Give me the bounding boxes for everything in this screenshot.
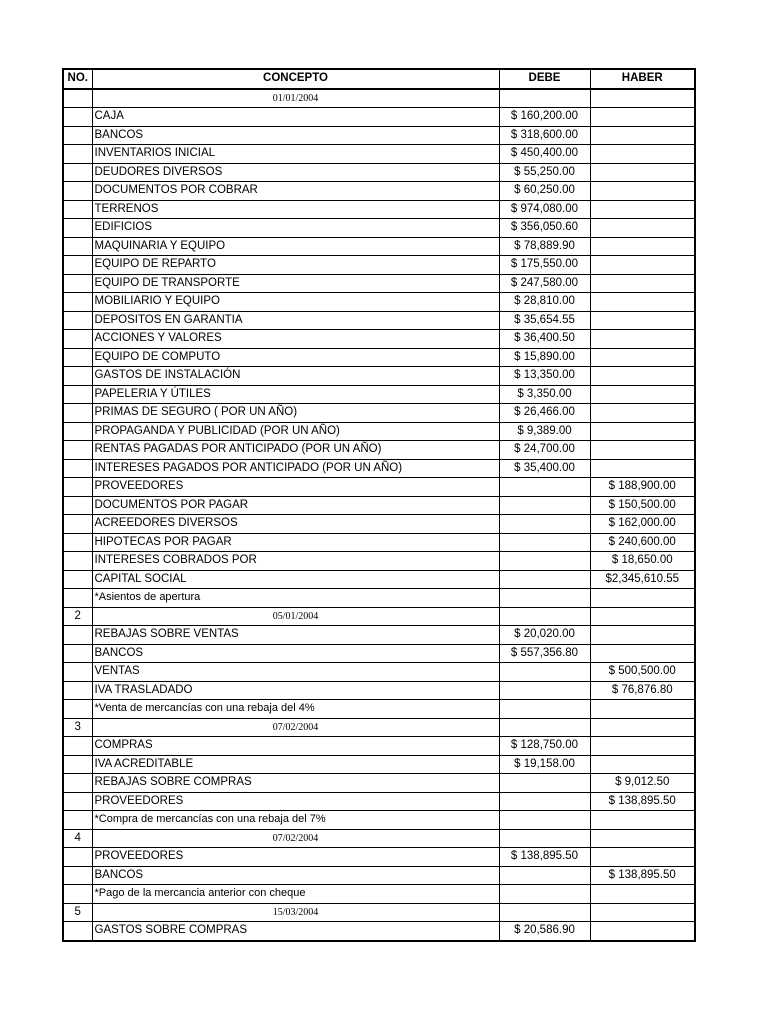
entry-number bbox=[63, 311, 92, 330]
table-row bbox=[63, 293, 695, 312]
concept-cell: PROVEEDORES bbox=[92, 792, 499, 811]
concept-cell: REBAJAS SOBRE VENTAS bbox=[92, 626, 499, 645]
haber-cell bbox=[590, 163, 695, 182]
table-row bbox=[63, 515, 695, 534]
table-row bbox=[63, 145, 695, 164]
note-row bbox=[63, 885, 695, 904]
debe-cell: $ 15,890.00 bbox=[499, 348, 590, 367]
concept-cell: BANCOS bbox=[92, 126, 499, 145]
entry-number bbox=[63, 496, 92, 515]
concept-cell: DEUDORES DIVERSOS bbox=[92, 163, 499, 182]
table-row bbox=[63, 737, 695, 756]
haber-cell: $ 240,600.00 bbox=[590, 533, 695, 552]
haber-cell bbox=[590, 607, 695, 626]
concept-cell: EQUIPO DE TRANSPORTE bbox=[92, 274, 499, 293]
debe-cell bbox=[499, 478, 590, 497]
entry-number bbox=[63, 293, 92, 312]
concept-cell: *Venta de mercancías con una rebaja del 4% bbox=[92, 700, 499, 719]
entry-number bbox=[63, 478, 92, 497]
concept-cell: PROPAGANDA Y PUBLICIDAD (POR UN AÑO) bbox=[92, 422, 499, 441]
haber-cell bbox=[590, 256, 695, 275]
entry-number bbox=[63, 126, 92, 145]
haber-cell bbox=[590, 626, 695, 645]
concept-cell: VENTAS bbox=[92, 663, 499, 682]
entry-number bbox=[63, 237, 92, 256]
header-row bbox=[63, 69, 695, 89]
entry-number bbox=[63, 182, 92, 201]
table-row bbox=[63, 348, 695, 367]
debe-cell: $ 128,750.00 bbox=[499, 737, 590, 756]
haber-cell: $ 138,895.50 bbox=[590, 866, 695, 885]
entry-date: 05/01/2004 bbox=[92, 607, 499, 626]
table-row bbox=[63, 441, 695, 460]
debe-cell: $ 9,389.00 bbox=[499, 422, 590, 441]
concept-cell: GASTOS SOBRE COMPRAS bbox=[92, 922, 499, 941]
table-row bbox=[63, 478, 695, 497]
haber-cell bbox=[590, 237, 695, 256]
concept-cell: DEPOSITOS EN GARANTIA bbox=[92, 311, 499, 330]
debe-cell: $ 36,400.50 bbox=[499, 330, 590, 349]
debe-cell bbox=[499, 570, 590, 589]
debe-cell bbox=[499, 903, 590, 922]
haber-cell bbox=[590, 459, 695, 478]
concept-cell: PRIMAS DE SEGURO ( POR UN AÑO) bbox=[92, 404, 499, 423]
concept-cell: TERRENOS bbox=[92, 200, 499, 219]
haber-cell bbox=[590, 404, 695, 423]
haber-cell bbox=[590, 200, 695, 219]
debe-cell bbox=[499, 496, 590, 515]
table-row bbox=[63, 237, 695, 256]
concept-cell: CAPITAL SOCIAL bbox=[92, 570, 499, 589]
table-row bbox=[63, 663, 695, 682]
haber-cell bbox=[590, 700, 695, 719]
header-no: NO. bbox=[63, 69, 92, 89]
entry-number bbox=[63, 515, 92, 534]
entry-number bbox=[63, 811, 92, 830]
header-concepto: CONCEPTO bbox=[92, 69, 499, 89]
table-row bbox=[63, 422, 695, 441]
entry-number bbox=[63, 644, 92, 663]
haber-cell bbox=[590, 274, 695, 293]
debe-cell bbox=[499, 589, 590, 608]
debe-cell: $ 247,580.00 bbox=[499, 274, 590, 293]
haber-cell: $ 18,650.00 bbox=[590, 552, 695, 571]
table-row bbox=[63, 644, 695, 663]
haber-cell: $ 162,000.00 bbox=[590, 515, 695, 534]
note-row bbox=[63, 811, 695, 830]
entry-number bbox=[63, 367, 92, 386]
entry-number bbox=[63, 552, 92, 571]
haber-cell bbox=[590, 145, 695, 164]
debe-cell bbox=[499, 700, 590, 719]
concept-cell: PROVEEDORES bbox=[92, 848, 499, 867]
entry-number bbox=[63, 163, 92, 182]
table-row bbox=[63, 533, 695, 552]
table-row bbox=[63, 367, 695, 386]
debe-cell: $ 974,080.00 bbox=[499, 200, 590, 219]
debe-cell bbox=[499, 515, 590, 534]
entry-number bbox=[63, 792, 92, 811]
haber-cell bbox=[590, 885, 695, 904]
debe-cell bbox=[499, 866, 590, 885]
concept-cell: REBAJAS SOBRE COMPRAS bbox=[92, 774, 499, 793]
debe-cell: $ 160,200.00 bbox=[499, 108, 590, 127]
concept-cell: COMPRAS bbox=[92, 737, 499, 756]
haber-cell bbox=[590, 848, 695, 867]
table-row bbox=[63, 552, 695, 571]
entry-date-row bbox=[63, 607, 695, 626]
header-debe: DEBE bbox=[499, 69, 590, 89]
table-row bbox=[63, 108, 695, 127]
haber-cell bbox=[590, 644, 695, 663]
debe-cell: $ 35,654.55 bbox=[499, 311, 590, 330]
debe-cell bbox=[499, 533, 590, 552]
entry-number: 2 bbox=[63, 607, 92, 626]
haber-cell: $ 9,012.50 bbox=[590, 774, 695, 793]
debe-cell: $ 20,586.90 bbox=[499, 922, 590, 941]
table-row bbox=[63, 200, 695, 219]
haber-cell: $ 500,500.00 bbox=[590, 663, 695, 682]
haber-cell bbox=[590, 718, 695, 737]
entry-number bbox=[63, 274, 92, 293]
entry-number bbox=[63, 885, 92, 904]
concept-cell: MOBILIARIO Y EQUIPO bbox=[92, 293, 499, 312]
concept-cell: PAPELERIA Y ÚTILES bbox=[92, 385, 499, 404]
entry-number bbox=[63, 589, 92, 608]
debe-cell bbox=[499, 552, 590, 571]
haber-cell bbox=[590, 293, 695, 312]
debe-cell: $ 356,050.60 bbox=[499, 219, 590, 238]
concept-cell: *Compra de mercancías con una rebaja del 7% bbox=[92, 811, 499, 830]
concept-cell: INTERESES COBRADOS POR bbox=[92, 552, 499, 571]
haber-cell bbox=[590, 330, 695, 349]
table-row bbox=[63, 681, 695, 700]
entry-number bbox=[63, 755, 92, 774]
entry-number bbox=[63, 330, 92, 349]
table-row bbox=[63, 330, 695, 349]
debe-cell: $ 24,700.00 bbox=[499, 441, 590, 460]
entry-date-row bbox=[63, 903, 695, 922]
concept-cell: ACCIONES Y VALORES bbox=[92, 330, 499, 349]
debe-cell: $ 20,020.00 bbox=[499, 626, 590, 645]
entry-number bbox=[63, 422, 92, 441]
concept-cell: IVA TRASLADADO bbox=[92, 681, 499, 700]
debe-cell bbox=[499, 811, 590, 830]
haber-cell bbox=[590, 219, 695, 238]
debe-cell bbox=[499, 663, 590, 682]
table-row bbox=[63, 459, 695, 478]
concept-cell: *Pago de la mercancia anterior con cheque bbox=[92, 885, 499, 904]
entry-number bbox=[63, 626, 92, 645]
table-row bbox=[63, 274, 695, 293]
entry-number bbox=[63, 385, 92, 404]
entry-date: 07/02/2004 bbox=[92, 829, 499, 848]
table-row bbox=[63, 848, 695, 867]
concept-cell: PROVEEDORES bbox=[92, 478, 499, 497]
entry-number bbox=[63, 570, 92, 589]
haber-cell: $ 150,500.00 bbox=[590, 496, 695, 515]
entry-number bbox=[63, 922, 92, 941]
debe-cell: $ 19,158.00 bbox=[499, 755, 590, 774]
haber-cell bbox=[590, 348, 695, 367]
concept-cell: EQUIPO DE COMPUTO bbox=[92, 348, 499, 367]
header-haber: HABER bbox=[590, 69, 695, 89]
entry-number bbox=[63, 219, 92, 238]
entry-number bbox=[63, 200, 92, 219]
debe-cell bbox=[499, 829, 590, 848]
debe-cell: $ 3,350.00 bbox=[499, 385, 590, 404]
concept-cell: EQUIPO DE REPARTO bbox=[92, 256, 499, 275]
debe-cell: $ 78,889.90 bbox=[499, 237, 590, 256]
concept-cell: IVA ACREDITABLE bbox=[92, 755, 499, 774]
concept-cell: DOCUMENTOS POR COBRAR bbox=[92, 182, 499, 201]
concept-cell: GASTOS DE INSTALACIÓN bbox=[92, 367, 499, 386]
table-row bbox=[63, 755, 695, 774]
entry-number bbox=[63, 108, 92, 127]
entry-date: 15/03/2004 bbox=[92, 903, 499, 922]
debe-cell bbox=[499, 885, 590, 904]
table-row bbox=[63, 163, 695, 182]
debe-cell bbox=[499, 792, 590, 811]
haber-cell bbox=[590, 367, 695, 386]
haber-cell bbox=[590, 311, 695, 330]
haber-cell: $ 76,876.80 bbox=[590, 681, 695, 700]
debe-cell bbox=[499, 89, 590, 108]
debe-cell bbox=[499, 718, 590, 737]
debe-cell: $ 318,600.00 bbox=[499, 126, 590, 145]
debe-cell: $ 55,250.00 bbox=[499, 163, 590, 182]
haber-cell bbox=[590, 422, 695, 441]
table-row bbox=[63, 774, 695, 793]
table-row bbox=[63, 182, 695, 201]
entry-date: 07/02/2004 bbox=[92, 718, 499, 737]
concept-cell: CAJA bbox=[92, 108, 499, 127]
entry-number bbox=[63, 404, 92, 423]
table-row bbox=[63, 256, 695, 275]
entry-date-row bbox=[63, 89, 695, 108]
concept-cell: BANCOS bbox=[92, 866, 499, 885]
debe-cell: $ 175,550.00 bbox=[499, 256, 590, 275]
entry-number bbox=[63, 459, 92, 478]
entry-number: 5 bbox=[63, 903, 92, 922]
table-row bbox=[63, 219, 695, 238]
concept-cell: HIPOTECAS POR PAGAR bbox=[92, 533, 499, 552]
note-row bbox=[63, 589, 695, 608]
haber-cell bbox=[590, 737, 695, 756]
table-row bbox=[63, 626, 695, 645]
note-row bbox=[63, 700, 695, 719]
table-row bbox=[63, 866, 695, 885]
debe-cell bbox=[499, 607, 590, 626]
table-row bbox=[63, 404, 695, 423]
table-row bbox=[63, 496, 695, 515]
haber-cell: $ 138,895.50 bbox=[590, 792, 695, 811]
entry-number bbox=[63, 774, 92, 793]
table-row bbox=[63, 126, 695, 145]
haber-cell bbox=[590, 108, 695, 127]
haber-cell bbox=[590, 903, 695, 922]
haber-cell bbox=[590, 385, 695, 404]
debe-cell: $ 26,466.00 bbox=[499, 404, 590, 423]
entry-number bbox=[63, 145, 92, 164]
concept-cell: DOCUMENTOS POR PAGAR bbox=[92, 496, 499, 515]
debe-cell: $ 557,356.80 bbox=[499, 644, 590, 663]
entry-number bbox=[63, 848, 92, 867]
haber-cell bbox=[590, 126, 695, 145]
entry-number bbox=[63, 866, 92, 885]
entry-number bbox=[63, 256, 92, 275]
debe-cell: $ 138,895.50 bbox=[499, 848, 590, 867]
debe-cell bbox=[499, 681, 590, 700]
entry-number bbox=[63, 681, 92, 700]
haber-cell bbox=[590, 811, 695, 830]
debe-cell: $ 60,250.00 bbox=[499, 182, 590, 201]
haber-cell bbox=[590, 89, 695, 108]
debe-cell bbox=[499, 774, 590, 793]
entry-number: 3 bbox=[63, 718, 92, 737]
table-row bbox=[63, 570, 695, 589]
entry-number bbox=[63, 441, 92, 460]
journal-table bbox=[62, 68, 696, 942]
haber-cell: $2,345,610.55 bbox=[590, 570, 695, 589]
haber-cell bbox=[590, 441, 695, 460]
entry-number bbox=[63, 348, 92, 367]
entry-number bbox=[63, 533, 92, 552]
haber-cell: $ 188,900.00 bbox=[590, 478, 695, 497]
table-row bbox=[63, 922, 695, 941]
concept-cell: BANCOS bbox=[92, 644, 499, 663]
entry-number bbox=[63, 89, 92, 108]
concept-cell: MAQUINARIA Y EQUIPO bbox=[92, 237, 499, 256]
haber-cell bbox=[590, 922, 695, 941]
concept-cell: INVENTARIOS INICIAL bbox=[92, 145, 499, 164]
concept-cell: *Asientos de apertura bbox=[92, 589, 499, 608]
table-row bbox=[63, 385, 695, 404]
debe-cell: $ 35,400.00 bbox=[499, 459, 590, 478]
entry-number bbox=[63, 663, 92, 682]
entry-date: 01/01/2004 bbox=[92, 89, 499, 108]
haber-cell bbox=[590, 755, 695, 774]
entry-date-row bbox=[63, 829, 695, 848]
concept-cell: RENTAS PAGADAS POR ANTICIPADO (POR UN AÑO) bbox=[92, 441, 499, 460]
entry-date-row bbox=[63, 718, 695, 737]
entry-number bbox=[63, 737, 92, 756]
haber-cell bbox=[590, 589, 695, 608]
entry-number bbox=[63, 700, 92, 719]
debe-cell: $ 450,400.00 bbox=[499, 145, 590, 164]
concept-cell: EDIFICIOS bbox=[92, 219, 499, 238]
concept-cell: ACREEDORES DIVERSOS bbox=[92, 515, 499, 534]
concept-cell: INTERESES PAGADOS POR ANTICIPADO (POR UN AÑO) bbox=[92, 459, 499, 478]
debe-cell: $ 28,810.00 bbox=[499, 293, 590, 312]
haber-cell bbox=[590, 829, 695, 848]
table-row bbox=[63, 792, 695, 811]
haber-cell bbox=[590, 182, 695, 201]
table-row bbox=[63, 311, 695, 330]
journal-body bbox=[63, 89, 695, 941]
entry-number: 4 bbox=[63, 829, 92, 848]
debe-cell: $ 13,350.00 bbox=[499, 367, 590, 386]
